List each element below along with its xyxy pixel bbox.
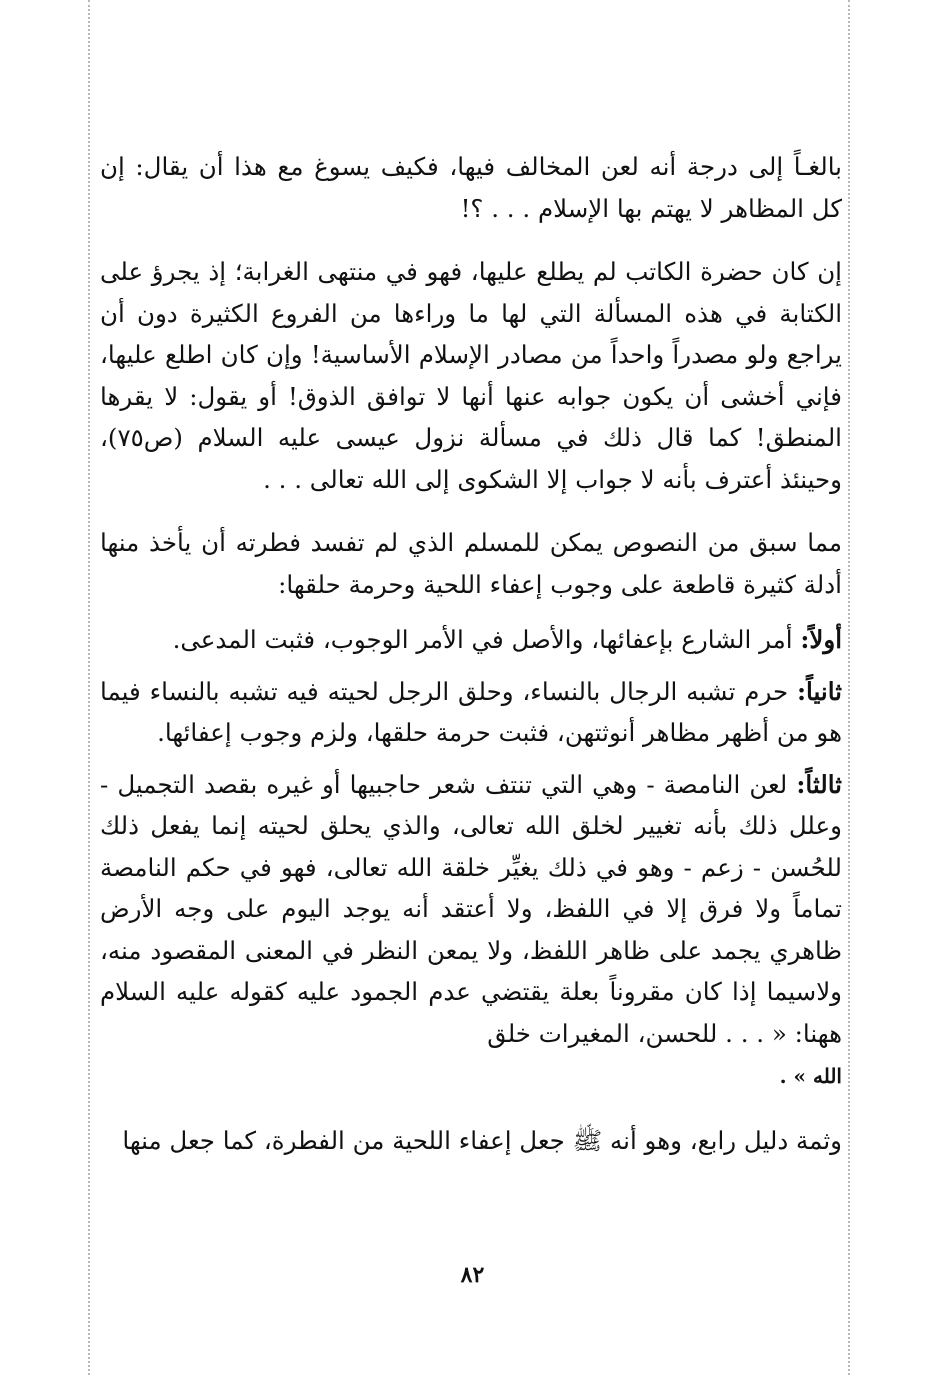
paragraph-fourth-proof bbox=[100, 1120, 842, 1162]
right-margin-dots bbox=[848, 0, 850, 1375]
paragraph-1 bbox=[100, 146, 842, 229]
page-number: ٨٢ bbox=[460, 1262, 485, 1288]
paragraph-second-proof bbox=[100, 671, 842, 754]
paragraph-2-text: إن كان حضرة الكاتب لم يطلع عليها، فهو في منتهى الغرابة؛ إذ يجرؤ على الكتابة في هذه المسألة التي لها ما وراءها من الفروع الكثيرة دون أن يراجع ولو مصدراً واحداً من مصادر الإسلام الأساسية! وإن كان اطلع عليها، فإني أخشى أن يكون جوابه عنها أنها لا توافق الذوق! أو يقول: لا يقرها المنطق! كما قال ذلك في مسألة نزول عيسى عليه السلام (ص٧٥)، وحينئذ أعترف بأنه لا جواب إلا الشكوى إلى الله تعالى . . . bbox=[100, 257, 842, 494]
first-proof-text: أمر الشارع بإعفائها، والأصل في الأمر الوجوب، فثبت المدعى. bbox=[172, 625, 793, 654]
second-proof-text: حرم تشبه الرجال بالنساء، وحلق الرجل لحيته فيه تشبه بالنساء فيما هو من أظهر مظاهر أنوثتهن، فثبت حرمة حلقها، ولزم وجوب إعفائها. bbox=[100, 676, 842, 747]
left-margin-dots bbox=[88, 0, 90, 1375]
paragraph-third-proof bbox=[100, 764, 842, 1098]
second-proof-label: ثانياً: bbox=[797, 676, 843, 706]
third-proof-label: ثالثاً: bbox=[796, 769, 842, 799]
paragraph-3 bbox=[100, 522, 842, 605]
third-proof-text: لعن النامصة - وهي التي تنتف شعر حاجبيها أو غيره بقصد التجميل - وعلل ذلك بأنه تغيير لخلق الله تعالى، والذي يحلق لحيته إنما يفعل ذلك للحُسن - زعم - وهو في ذلك يغيِّر خلقة الله تعالى، فهو في حكم النامصة تماماً ولا فرق إلا في اللفظ، ولا أعتقد أنه يوجد اليوم على وجه الأرض ظاهري يجمد على ظاهر اللفظ، ولا يمعن النظر في المعنى المقصود منه، ولاسيما إذا كان مقروناً بعلة يقتضي عدم الجمود عليه كقوله عليه السلام ههنا: « . . . للحسن، المغيرات خلق bbox=[100, 769, 842, 1048]
first-proof-label: أولاً: bbox=[800, 625, 842, 654]
third-proof-tail: الله » . bbox=[779, 1064, 842, 1088]
paragraph-3-text: مما سبق من النصوص يمكن للمسلم الذي لم تفسد فطرته أن يأخذ منها أدلة كثيرة قاطعة على وجوب إعفاء اللحية وحرمة حلقها: bbox=[100, 528, 842, 599]
fourth-proof-text: وثمة دليل رابع، وهو أنه ﷺ جعل إعفاء اللحية من الفطرة، كما جعل منها bbox=[122, 1125, 842, 1155]
paragraph-2 bbox=[100, 251, 842, 500]
body-text bbox=[100, 146, 842, 1161]
paragraph-1-text: بالغـاً إلى درجة أنه لعن المخالف فيها، فكيف يسوغ مع هذا أن يقال: إن كل المظاهر لا يهتم بها الإسلام . . . ؟! bbox=[100, 152, 842, 223]
paragraph-first-proof bbox=[100, 619, 842, 661]
